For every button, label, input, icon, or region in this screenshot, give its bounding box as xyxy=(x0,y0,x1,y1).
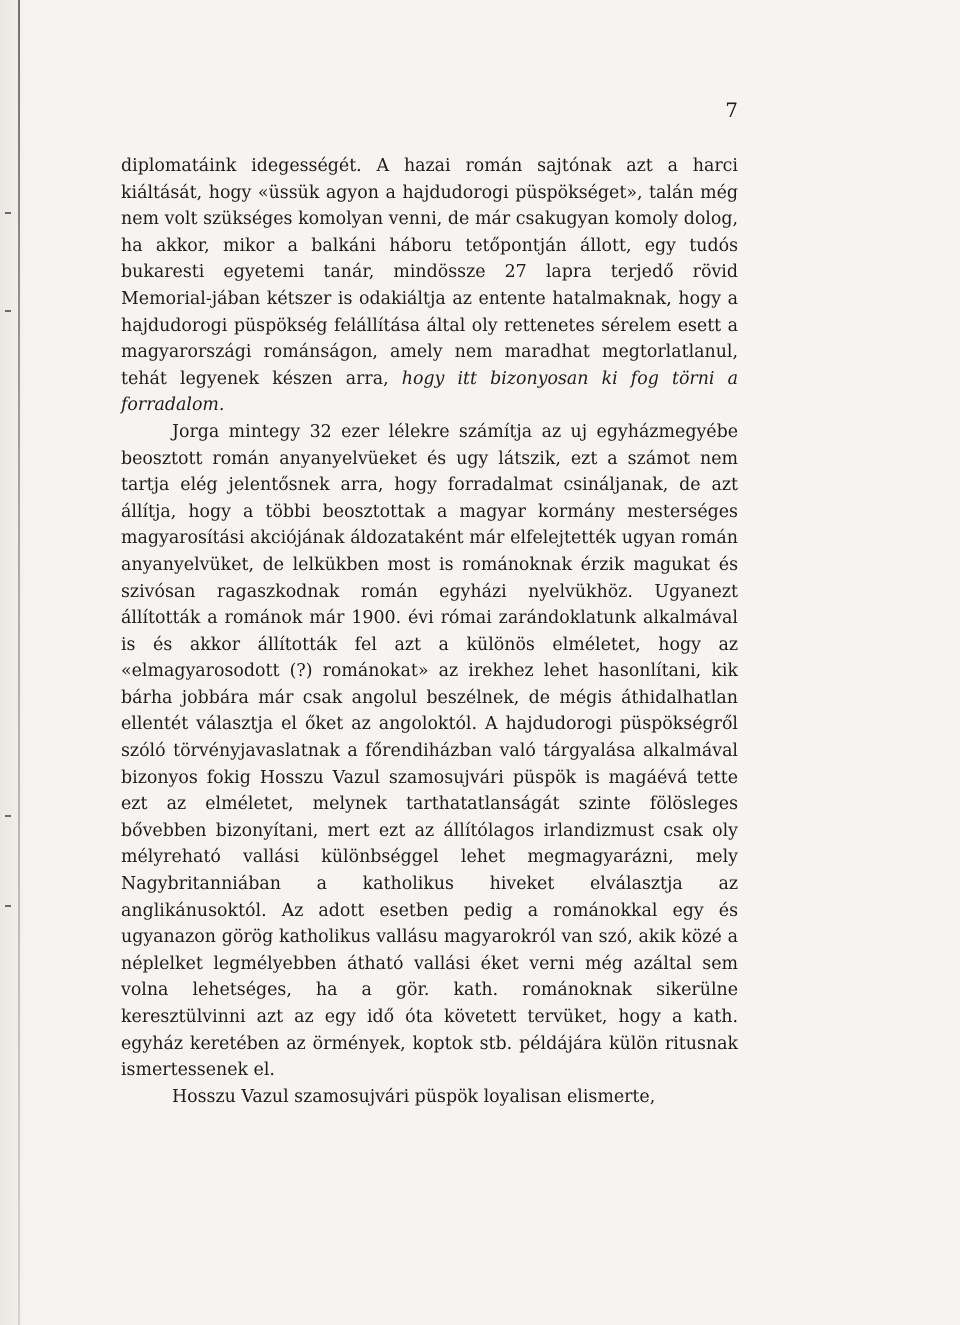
edge-mark xyxy=(5,905,11,907)
text-segment: Hosszu Vazul szamosujvári püspök loyalisan elismerte, xyxy=(172,1086,656,1107)
edge-mark xyxy=(5,212,11,214)
paragraph xyxy=(121,153,738,419)
paragraph xyxy=(121,419,738,1084)
text-segment: Jorga mintegy 32 ezer lélekre számítja az uj egyházmegyébe beosztott román anyanyelvüeket és ugy látszik, ezt a számot nem tartja elég jelentősnek arra, hogy forradalmat csináljanak, de azt állítja, hogy a többi beosztottak a magyar kormány mesterséges magyarosítási akciójának áldozataként már elfelejtették ugyan román anyanyelvüket, de lelkükben most is románoknak érzik magukat és szivósan ragaszkodnak román egyházi nyelvükhöz. Ugyanezt állították a románok már 1900. évi római zarándoklatunk alkalmával is és akkor állították fel azt a különös elméletet, hogy az «elmagyarosodott (?) románokat» az irekhez lehet hasonlítani, kik bárha jobbára már csak angolul beszélnek, de mégis áthidalhatlan ellentét választja el őket az angoloktól. A hajdudorogi püspökségről szóló törvényjavaslatnak a főrendiházban való tárgyalása alkalmával bizonyos fokig Hosszu Vazul szamosujvári püspök is magáévá tette ezt az elméletet, melynek tarthatatlanságát szinte fölösleges bővebben bizonyítani, mert ezt az állítólagos irlandizmust csak oly mélyreható vallási különbséggel lehet megmagyarázni, mely Nagybritanniában a katholikus hiveket elválasztja az anglikánusoktól. Az adott esetben pedig a románokkal egy és ugyanazon görög katholikus vallásu magyarokról van szó, akik közé a néplelket legmélyebben átható vallási éket verni még azáltal sem volna lehetséges, ha a gör. kath. románoknak sikerülne keresztülvinni azt az egy idő óta követett tervüket, hogy a kath. egyház keretében az örmények, koptok stb. példájára külön ritusnak ismertessenek el. xyxy=(121,421,738,1081)
page-number: 7 xyxy=(725,98,738,122)
text-segment: diplomatáink idegességét. A hazai román sajtónak azt a harci kiáltását, hogy «üssük agyon a hajdudorogi püspökséget», talán még nem volt szükséges komolyan venni, de már csakugyan komoly dolog, ha akkor, mikor a balkáni háboru tetőpontján állott, egy tudós bukaresti egyetemi tanár, mindössze 27 lapra terjedő rövid Memorial-jában kétszer is odakiáltja az entente hatalmaknak, hogy a hajdudorogi püspökség felállítása által oly rettenetes sérelem esett a magyarországi románságon, amely nem maradhat megtorlatlanul, tehát legyenek készen arra, xyxy=(121,156,738,389)
edge-mark xyxy=(5,815,11,817)
edge-mark xyxy=(5,310,11,312)
body-text xyxy=(121,153,738,1110)
binding-crease xyxy=(18,0,20,1325)
italic-text-segment: hogy itt bizonyosan ki fog törni a forradalom. xyxy=(121,368,738,416)
page-left-edge xyxy=(0,0,26,1325)
paragraph xyxy=(121,1084,738,1111)
